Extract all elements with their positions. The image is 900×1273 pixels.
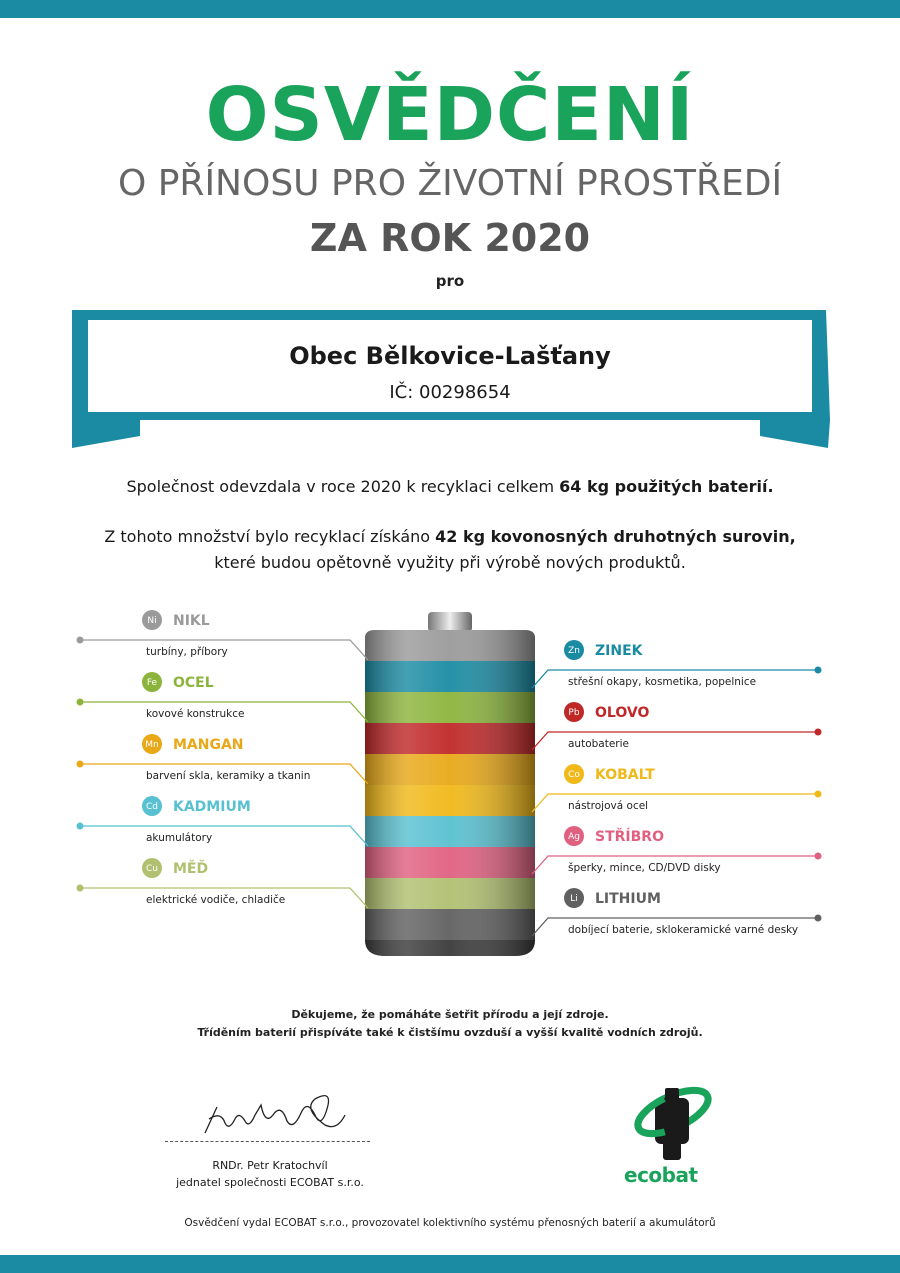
battery-graphic [0, 600, 900, 970]
year-line: ZA ROK 2020 [309, 216, 591, 260]
element-name-co: KOBALT [595, 767, 655, 783]
element-symbol-pb: Pb [568, 708, 580, 718]
footer-note: Osvědčení vydal ECOBAT s.r.o., provozovatel kolektivního systému přenosných baterií a akumulátorů [184, 1217, 716, 1229]
p2-bold: 42 kg kovonosných druhotných surovin, [435, 527, 796, 546]
top-bar [0, 0, 900, 18]
paragraph-recovered [0, 524, 900, 576]
element-symbol-mn: Mn [145, 740, 159, 750]
signature-line [165, 1141, 370, 1142]
element-symbol-li: Li [570, 894, 578, 904]
element-symbol-cu: Cu [146, 864, 158, 874]
element-name-fe: OCEL [173, 675, 214, 691]
thanks-note [0, 1006, 900, 1042]
element-desc-pb: autobaterie [568, 738, 630, 750]
element-desc-cu: elektrické vodiče, chladiče [146, 894, 286, 906]
bottom-bar [0, 1255, 900, 1273]
p1-bold: 64 kg použitých baterií. [559, 477, 774, 496]
p2-text: Z tohoto množství bylo recyklací získáno [104, 527, 436, 546]
element-desc-ag: šperky, mince, CD/DVD disky [568, 862, 721, 874]
signature-scribble [165, 1085, 365, 1145]
element-name-cd: KADMIUM [173, 799, 251, 815]
element-desc-co: nástrojová ocel [568, 800, 649, 812]
element-symbol-ni: Ni [147, 616, 157, 626]
element-desc-li: dobíjecí baterie, sklokeramické varné desky [568, 924, 799, 936]
signer-block [140, 1157, 400, 1191]
element-desc-ni: turbíny, příbory [146, 646, 228, 658]
recipient-id: IČ: 00298654 [389, 382, 511, 403]
element-symbol-fe: Fe [146, 678, 158, 688]
recipient-banner [0, 300, 900, 455]
element-desc-fe: kovové konstrukce [146, 708, 245, 720]
element-symbol-cd: Cd [146, 802, 158, 812]
ecobat-logo-text: ecobat [624, 1163, 698, 1187]
p1-text: Společnost odevzdala v roce 2020 k recyklaci celkem [126, 477, 560, 496]
element-name-cu: MĚĎ [173, 861, 209, 877]
element-desc-cd: akumulátory [146, 832, 213, 844]
element-symbol-ag: Ag [568, 832, 580, 842]
certificate-subtitle: O PŘÍNOSU PRO ŽIVOTNÍ PROSTŘEDÍ [117, 163, 783, 204]
recipient-name: Obec Bělkovice-Lašťany [289, 342, 611, 370]
callout-line-cd [80, 826, 368, 846]
battery-cap [428, 612, 472, 632]
ecobat-logo-icon [625, 1082, 725, 1164]
signer-role: jednatel společnosti ECOBAT s.r.o. [176, 1176, 364, 1189]
element-name-li: LITHIUM [595, 891, 661, 907]
element-symbol-co: Co [568, 770, 580, 780]
thanks-line-2: Tříděním baterií přispíváte také k čistšímu ovzduší a vyšší kvalitě vodních zdrojů. [197, 1026, 703, 1039]
battery-shading [365, 630, 535, 956]
signer-name: RNDr. Petr Kratochvíl [212, 1159, 328, 1172]
element-desc-zn: střešní okapy, kosmetika, popelnice [568, 676, 757, 688]
element-name-mn: MANGAN [173, 737, 244, 753]
certificate-title: OSVĚDČENÍ [205, 72, 695, 158]
element-name-pb: OLOVO [595, 705, 650, 721]
element-name-zn: ZINEK [595, 643, 643, 659]
p2-line2: které budou opětovně využity při výrobě nových produktů. [214, 553, 686, 572]
element-name-ni: NIKL [173, 613, 210, 629]
element-name-ag: STŘÍBRO [595, 829, 664, 845]
paragraph-collected [0, 474, 900, 500]
element-symbol-zn: Zn [568, 646, 580, 656]
for-label: pro [435, 272, 465, 290]
element-desc-mn: barvení skla, keramiky a tkanin [146, 770, 311, 782]
thanks-line-1: Děkujeme, že pomáháte šetřit přírodu a její zdroje. [291, 1008, 609, 1021]
